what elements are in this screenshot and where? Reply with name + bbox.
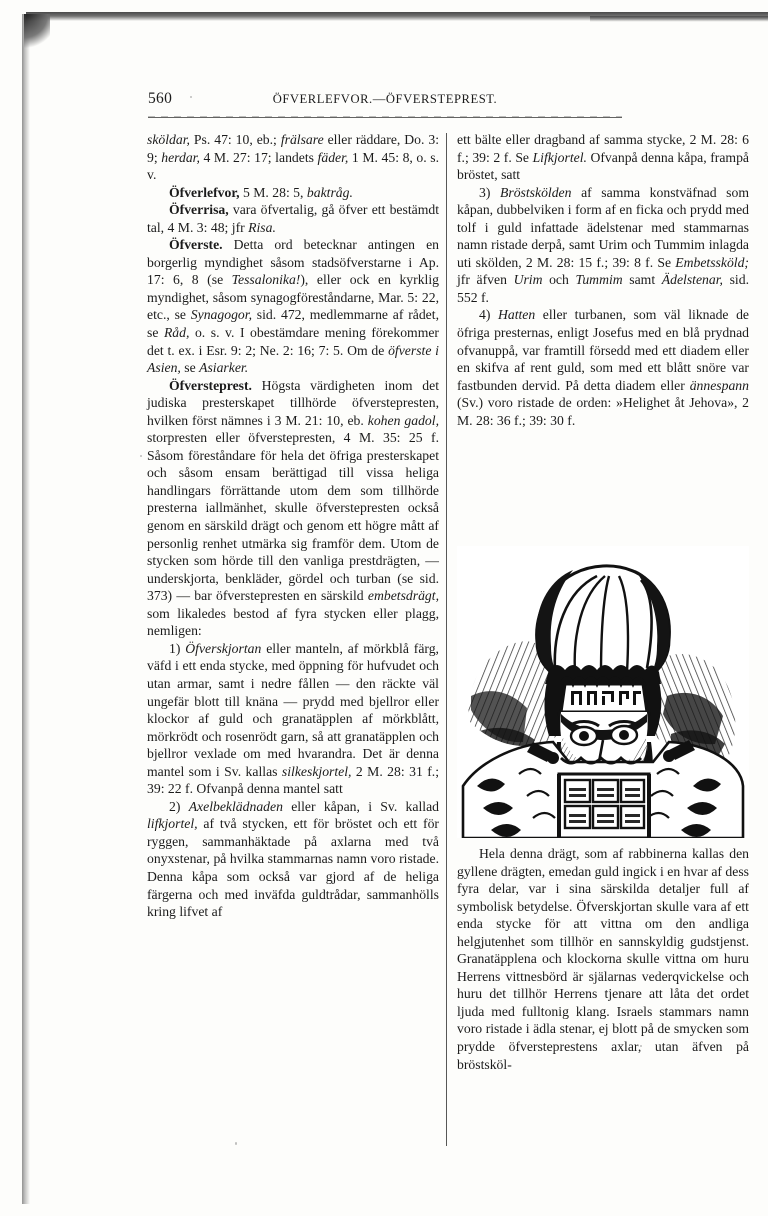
headword-ofverste: Öfverste. [169, 237, 223, 253]
entry-ofverrisa [147, 201, 439, 236]
item-3-italic-4: Tummim [575, 272, 623, 288]
headword-ofversteprest: Öfversteprest. [169, 377, 252, 393]
cont-text-1: Ps. 47: 10, eb.; [189, 132, 281, 147]
item-3-italic-5: Ädelstenar, [661, 272, 723, 288]
ofverste-italic-3: Råd, [163, 325, 190, 341]
item-2-text-2: af två stycken, ett för bröstet och ett för ryggen, sammanhäktade på axlarna med två onyxstenar, på hvilka stammarnas namn voro ristade. Denna kåpa som också var gjord af de heliga färgerna och med inväfda guldtrådar, sammanhölls kring lifvet af [147, 816, 439, 920]
list-item-4 [457, 306, 749, 429]
column-right-lower [457, 845, 749, 1073]
headword-ofverrisa: Öfverrisa, [169, 202, 229, 218]
item-4-italic-1: Hatten [497, 307, 536, 323]
ofversteprest-italic-1: kohen gadol, [367, 412, 439, 428]
item-2-continuation [457, 131, 749, 184]
high-priest-engraving [457, 546, 749, 838]
item-3-text-4: samt [622, 272, 662, 288]
item-3-italic-1: Bröstskölden [500, 184, 572, 200]
item-2-cont-text-1: ett bälte eller dragband af samma stycke, 2 M. 28: 6 f.; 39: 2 f. Se [457, 132, 749, 165]
cont-text-2: eller räddare, Do. 3: 9; [147, 132, 440, 165]
entry-italic: Risa. [248, 219, 276, 235]
entry-body: 5 M. 28: 5, [239, 184, 307, 200]
cont-text-3: 4 M. 27: 17; landets [199, 149, 318, 165]
entry-ofverste [147, 236, 439, 376]
turban [536, 566, 669, 684]
column-left [147, 131, 439, 921]
ofverste-text-1: Detta ord betecknar antingen en borgerlig myndighet såsom stadsöfverstarne i Ap. 17: 6, 8 (se [147, 237, 439, 288]
item-4-number: 4) [479, 307, 498, 323]
ofverste-text-5: se [180, 360, 200, 376]
list-item-3 [457, 184, 749, 307]
breastplate [559, 774, 649, 838]
header-rule [148, 117, 622, 118]
cont-text-4: 1 M. 45: 8, o. s. v. [147, 149, 440, 183]
column-divider-rule [446, 133, 447, 1146]
illustration-high-priest [457, 546, 749, 838]
paragraph-continuation [147, 131, 439, 184]
cont-italic-1: sköldar, [147, 132, 190, 147]
entry-body: vara öfvertalig, gå öfver ett bestämdt tal, 4 M. 3: 48; jfr [147, 202, 439, 235]
list-item-1 [147, 640, 439, 798]
item-1-number: 1) [169, 640, 186, 656]
running-title: ÖFVERLEFVOR.—ÖFVERSTEPREST. [272, 92, 498, 106]
ofversteprest-text-1: Högsta värdigheten inom det judiska presterskapet tillhörde öfverstepresten, hvilken först nämnes i 3 M. 21: 10, eb. [147, 377, 439, 428]
item-3-italic-3: Urim [513, 272, 543, 288]
item-1-text-2: 2 M. 28: 31 f.; 39: 22 f. Ofvanpå denna mantel satt [147, 763, 439, 797]
item-1-text-1: eller manteln, af mörkblå färg, väfd i ett enda stycke, med öppning för hufvudet och utan armar, samt i nedre fållen — den räckte väl ungefär blott till knäna — prydd med bjellror eller klockor af guld och granatäpplen af mörkblått, mörkrödt och rosenrödt garn, så att granatäpplen och bjellror vexlade om med hvarandra. Det är denna mantel som i Sv. kallas [147, 640, 439, 779]
item-3-text-2: jfr äfven [457, 272, 514, 288]
ofverste-italic-4: öfverste i Asien, [147, 342, 439, 376]
ofversteprest-text-3: som likaledes bestod af fyra stycken eller plagg, nemligen: [147, 605, 439, 639]
closing-paragraph: Hela denna drägt, som af rabbinerna kallas den gyllene drägten, emedan guld ingick i en hvar af dess fyra delar, var i sina särskilda detaljer full af symbolisk betydelse. Öfverskjortan skulle vara af ett enda stycke för att vittna om den andliga helgjutenhet som tillhör en sannskyldig gudstjenst. Granatäpplena och klockorna skulle vittna om huru Herrens vittnesbörd är själarnas vederqvickelse och huru det tillhör Herrens tjenare att låta det ordet ljuda med fulltonig klang. Israels stammars namn voro ristade i ädla stenar, ej blott på de smycken som prydde öfversteprestens axlar, utan äfven på bröstsköl- [457, 846, 749, 1072]
ofverste-text-2: ), eller ock en kyrklig myndighet, såsom synagogföreståndarne, Mar. 5: 22, etc., se [147, 272, 439, 323]
item-4-italic-2: ännespann [689, 377, 749, 393]
list-item-2 [147, 798, 439, 921]
ofversteprest-italic-2: embetsdrägt, [367, 588, 439, 604]
item-2-number: 2) [169, 798, 189, 814]
column-right-upper [457, 131, 749, 429]
ofverste-text-4: o. s. v. I obestämdare mening förekommer det t. ex. i Esr. 9: 2; Ne. 2: 16; 7: 5. Om de [147, 325, 439, 358]
page-number: 560 [148, 90, 173, 107]
item-3-text-1: af samma konstväfnad som kåpan, dubbelviken i form af en ficka och prydd med tolf i guld infattade ädelstenar med stammarnas namn ristade derpå, samt Urim och Tummim inlagda uti skölden, 2 M. 28: 15 f.; 39: 8 f. Se [457, 184, 749, 270]
item-3-text-3: och [542, 272, 576, 288]
item-3-text-5: sid. 552 f. [457, 272, 749, 305]
cont-italic-2: frälsare [280, 132, 324, 147]
cont-italic-4: fäder, [317, 149, 349, 165]
ofversteprest-text-2: storpresten eller öfverstepresten, 4 M. 35: 25 f. Såsom föreståndare för hela det öfriga presterskapet och såsom ensam berättigad till vissa heliga handlingars förrättande utom dem som tillhörde presterna iallmänhet, skulle öfverstepresten också genom en särskild drägt och genom ett högre mått af personlig renhet utmärka sig framför dem. Utom de stycken som hörde till den vanliga prestdrägten, — underskjorta, benkläder, gördel och turban (se sid. 373) — bar öfverstepresten en särskild [147, 430, 439, 604]
item-1-italic-2: silkeskjortel, [281, 763, 352, 779]
ofverste-italic-5: Asiarker. [199, 360, 249, 376]
entry-ofversteprest [147, 377, 439, 640]
item-2-italic-2: lifkjortel, [147, 816, 198, 832]
item-4-text-2: (Sv.) voro ristade de orden: »Helighet åt Jehova», 2 M. 28: 36 f.; 39: 30 f. [457, 395, 749, 428]
item-2-text-1: eller kåpan, i Sv. kallad [282, 798, 439, 814]
running-head [148, 90, 622, 112]
item-1-italic-1: Öfverskjortan [185, 640, 262, 656]
item-3-italic-2: Embetssköld; [675, 254, 749, 270]
cont-italic-3: herdar, [161, 149, 200, 165]
entry-ofverlefvor [147, 184, 439, 202]
item-4-text-1: eller turbanen, som väl liknade de öfriga presternas, enligt Josefus med en blå prydnad ofvanuppå, var framtill försedd med ett diadem eller en skifva af rent guld, som med ett blått snöre var fastbunden dervid. På detta diadem eller [457, 307, 749, 393]
headword-ofverlefvor: Öfverlefvor, [169, 184, 240, 200]
item-2-cont-italic-1: Lifkjortel. [532, 149, 587, 165]
item-2-italic-1: Axelbeklädnaden [188, 798, 283, 814]
ofverste-italic-2: Synagogor, [190, 307, 252, 323]
item-3-number: 3) [479, 184, 500, 200]
ofverste-text-3: sid. 472, medlemmarne af rådet, se [147, 307, 439, 341]
ofverste-italic-1: Tessalonika! [231, 272, 301, 288]
item-2-cont-text-2: Ofvanpå denna kåpa, frampå bröstet, satt [457, 149, 749, 183]
entry-italic: baktråg. [306, 184, 353, 200]
